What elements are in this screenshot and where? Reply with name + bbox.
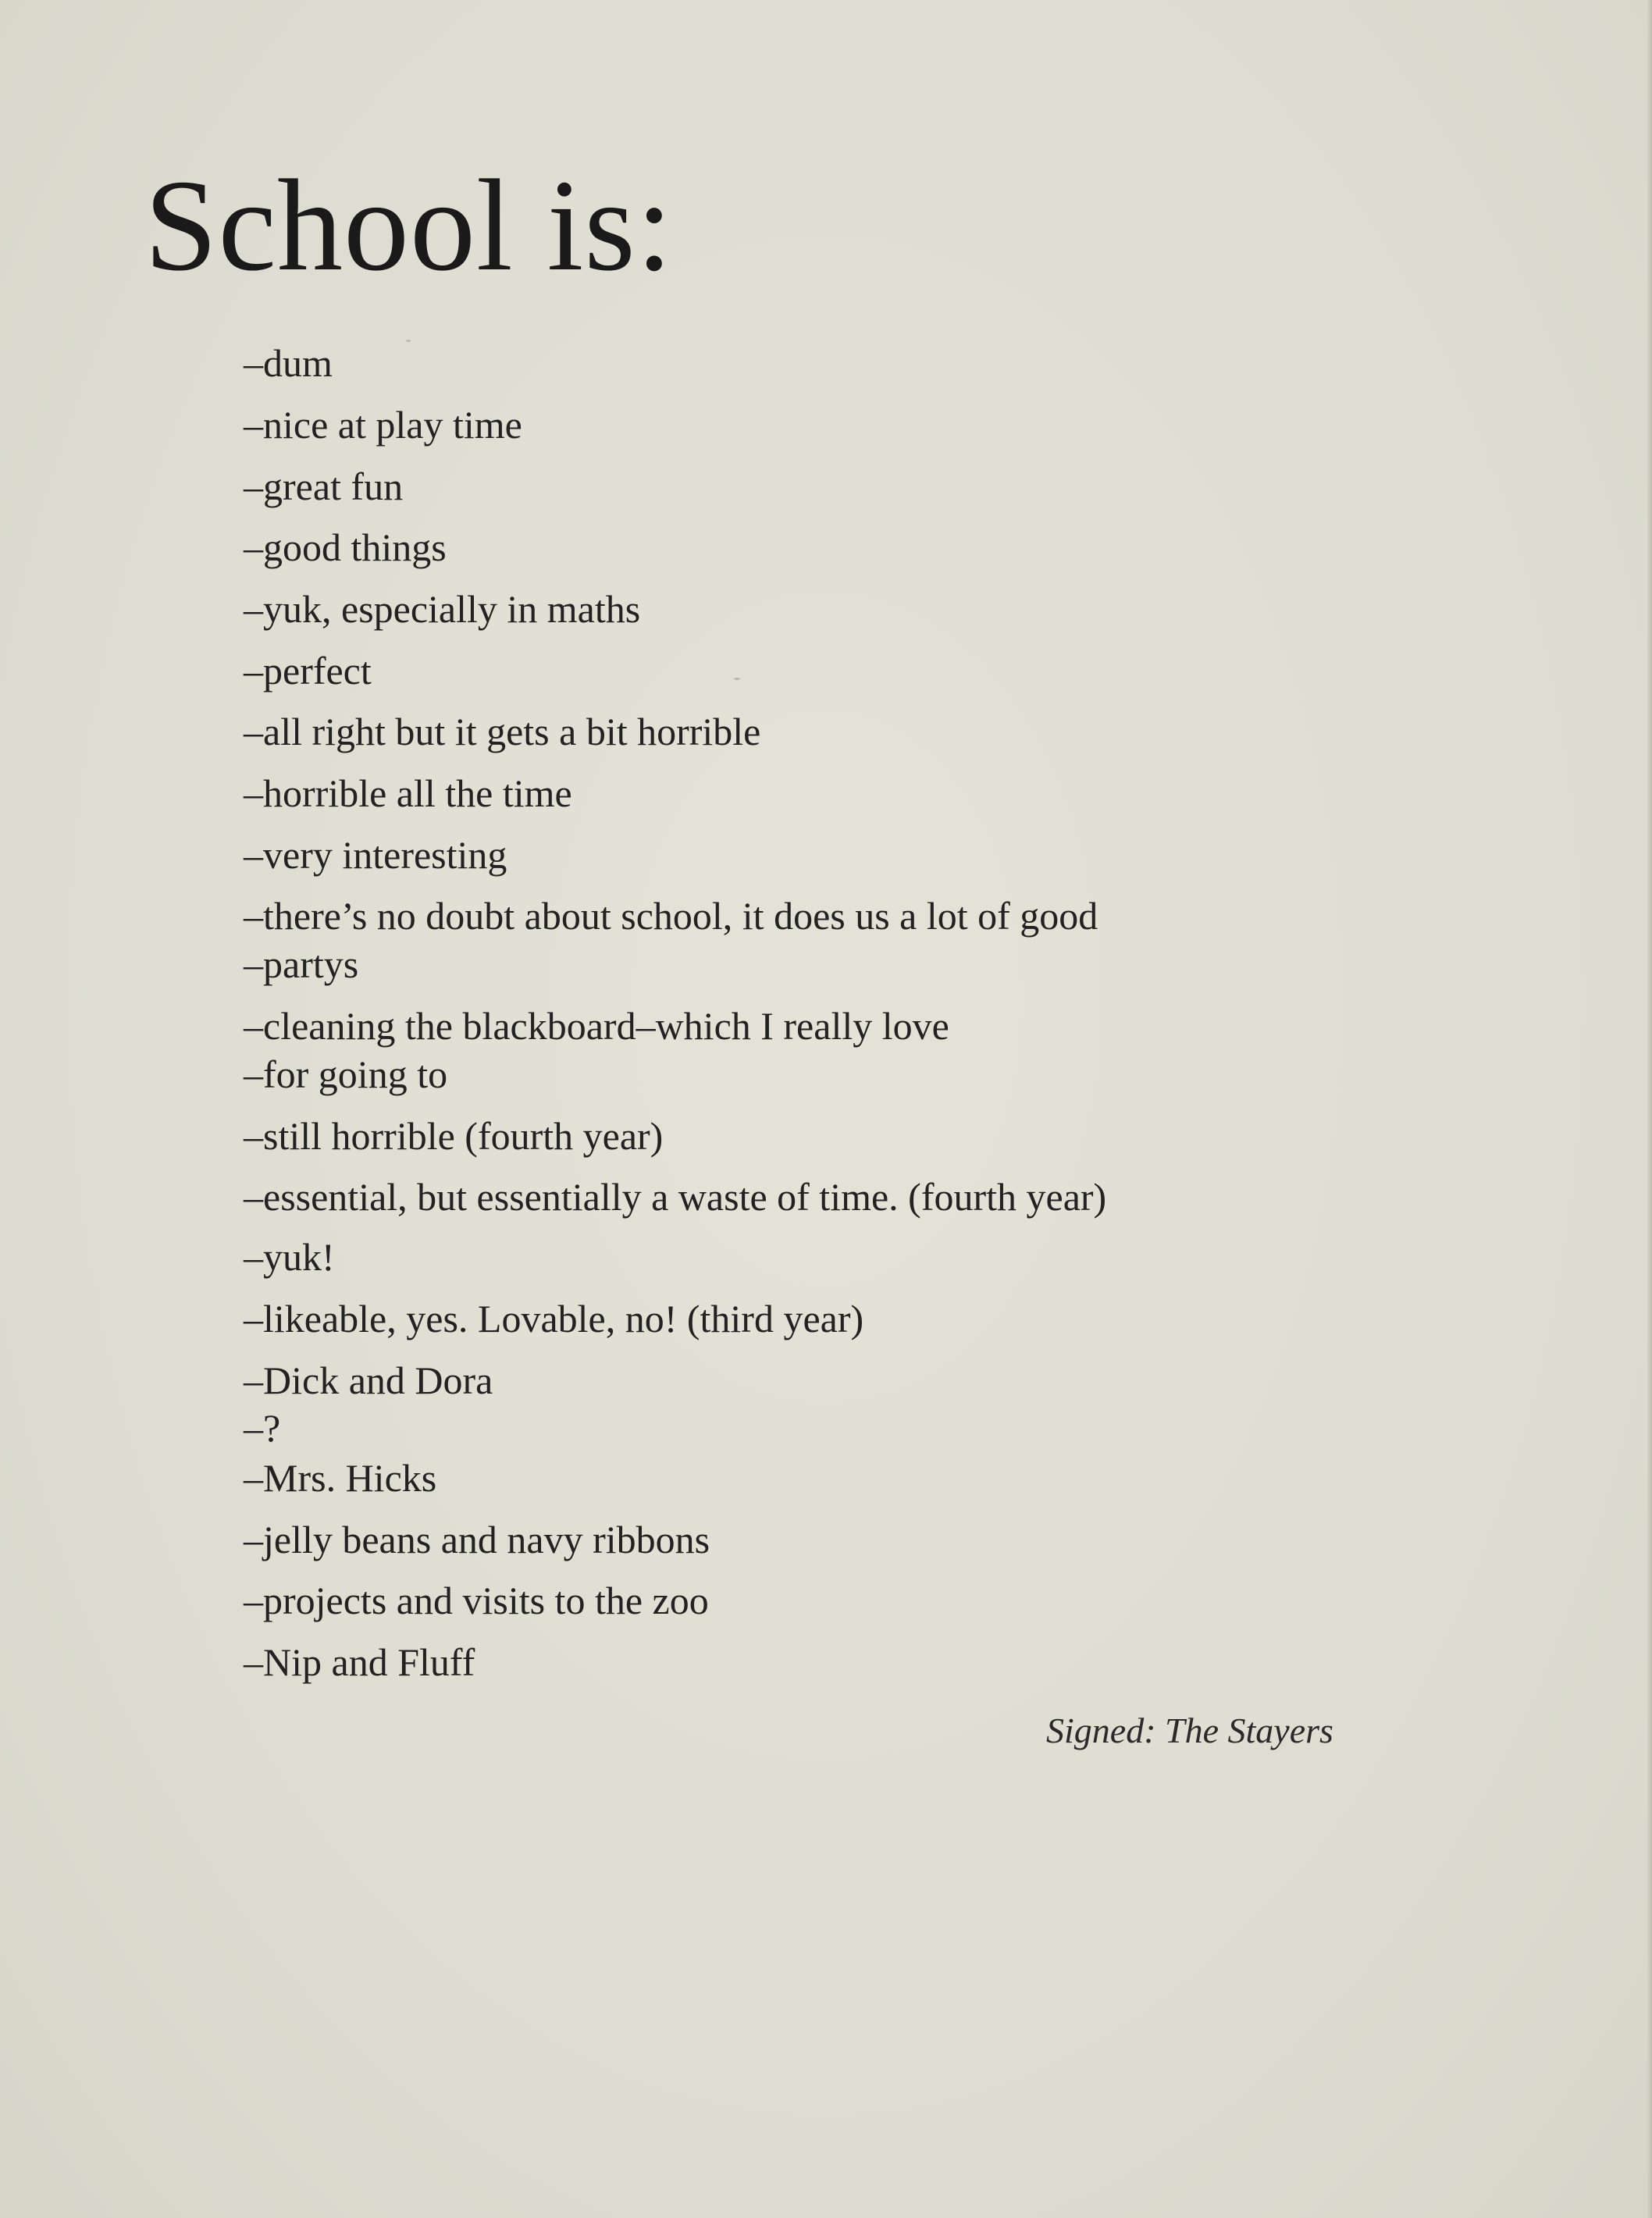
list-item: –Mrs. Hicks xyxy=(244,1456,437,1500)
list-item: –for going to xyxy=(244,1052,448,1096)
list-item: –Nip and Fluff xyxy=(244,1640,475,1684)
list-item: –still horrible (fourth year) xyxy=(244,1114,664,1158)
list-item: –partys xyxy=(244,942,359,986)
list-item: –projects and visits to the zoo xyxy=(244,1579,709,1622)
list-item: –cleaning the blackboard–which I really love xyxy=(244,1004,949,1048)
list-item: –very interesting xyxy=(244,833,507,877)
list-item: –yuk, especially in maths xyxy=(244,587,641,631)
paper-speck xyxy=(734,678,740,680)
list-item: –all right but it gets a bit horrible xyxy=(244,710,761,753)
signature: Signed: The Stayers xyxy=(1046,1711,1333,1750)
list-item: –great fun xyxy=(244,465,404,508)
page-edge xyxy=(1647,0,1652,2218)
list-item: –? xyxy=(244,1406,281,1450)
list-item: –nice at play time xyxy=(244,403,522,447)
paper-speck xyxy=(406,340,411,342)
list-item: –yuk! xyxy=(244,1235,335,1279)
list-item: –dum xyxy=(244,341,333,385)
list-item: –there’s no doubt about school, it does us a lot of good xyxy=(244,894,1098,938)
page-title: School is: xyxy=(144,153,674,298)
list-item: –good things xyxy=(244,525,447,569)
list-item: –horrible all the time xyxy=(244,771,572,815)
list-item: –perfect xyxy=(244,649,372,692)
list-item: –jelly beans and navy ribbons xyxy=(244,1518,710,1561)
list-item: –likeable, yes. Lovable, no! (third year) xyxy=(244,1297,864,1340)
list-item: –essential, but essentially a waste of time. (fourth year) xyxy=(244,1175,1107,1219)
list-item: –Dick and Dora xyxy=(244,1358,493,1402)
